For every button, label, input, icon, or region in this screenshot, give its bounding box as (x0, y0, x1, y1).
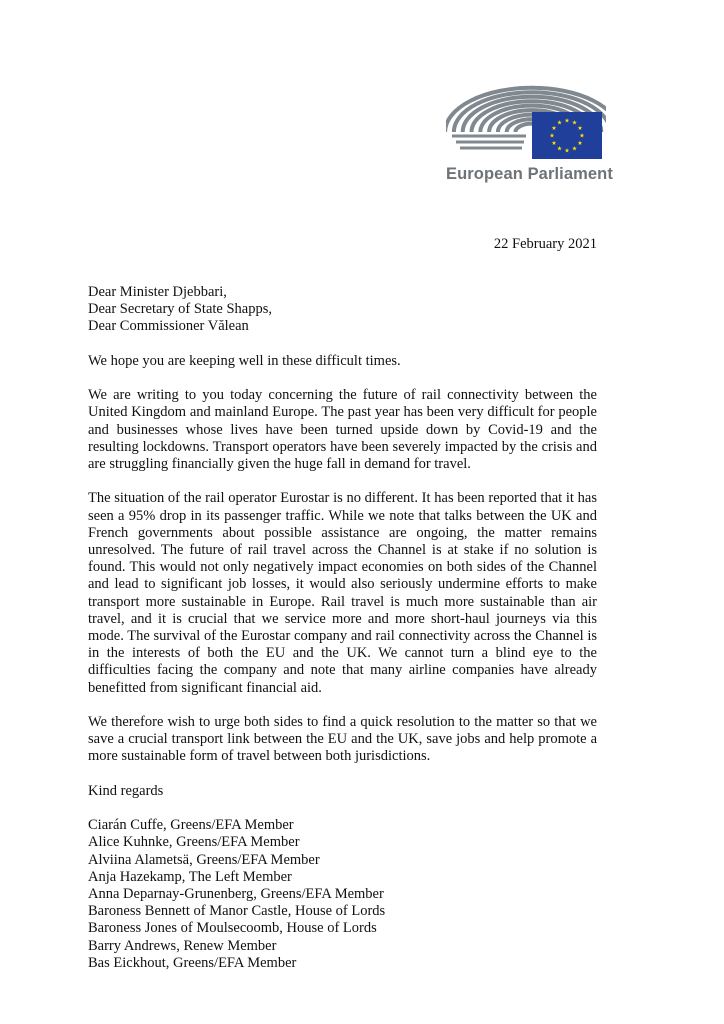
signatory-list (88, 817, 597, 972)
signatory: Anja Hazekamp, The Left Member (88, 868, 292, 885)
letter-body (88, 284, 597, 972)
signatory: Anna Deparnay-Grunenberg, Greens/EFA Member (88, 886, 384, 903)
paragraph-greeting: We hope you are keeping well in these difficult times. (88, 352, 401, 369)
closing: Kind regards (88, 782, 164, 799)
paragraph-request: We therefore wish to urge both sides to find a quick resolution to the matter so that we save a crucial transport link between the EU and the UK, save jobs and help promote a more sustainable form of travel between both jurisdictions. (88, 714, 597, 765)
salutation-line: Dear Commissioner Vălean (88, 318, 249, 335)
signatory: Alice Kuhnke, Greens/EFA Member (88, 834, 300, 851)
signatory: Baroness Jones of Moulsecoomb, House of Lords (88, 920, 377, 937)
letter-date: 22 February 2021 (493, 236, 597, 252)
signatory: Ciarán Cuffe, Greens/EFA Member (88, 817, 294, 834)
signatory: Barry Andrews, Renew Member (88, 937, 277, 954)
signatory: Bas Eickhout, Greens/EFA Member (88, 954, 297, 971)
paragraph-eurostar: The situation of the rail operator Eurostar is no different. It has been reported that it has seen a 95% drop in its passenger traffic. While we note that talks between the UK and French governments about possible assistance are ongoing, the matter remains unresolved. The future of rail travel across the Channel is at stake if no solution is found. This would not only negatively impact economies on both sides of the Channel and lead to significant job losses, it would also seriously undermine efforts to make transport more sustainable in Europe. Rail travel is much more sustainable than air travel, and it is crucial that we service more and more short-haul journeys via this mode. The survival of the Eurostar company and rail connectivity across the Channel is in the interests of both the EU and the UK. We cannot turn a blind eye to the difficulties facing the company and note that many airline companies have already benefitted from significant financial aid. (88, 490, 597, 696)
salutation-line: Dear Minister Djebbari, (88, 284, 227, 300)
signatory: Alviina Alametsä, Greens/EFA Member (88, 851, 320, 868)
salutation-line: Dear Secretary of State Shapps, (88, 301, 273, 318)
signatory: Baroness Bennett of Manor Castle, House of Lords (88, 903, 386, 920)
hemicycle-eu-flag-icon (446, 74, 606, 164)
salutation-block (88, 284, 597, 336)
logo-text: European Parliament (446, 165, 613, 183)
european-parliament-logo (446, 74, 613, 186)
paragraph-context: We are writing to you today concerning the future of rail connectivity between the United Kingdom and mainland Europe. The past year has been very difficult for people and businesses whose lives have been turned upside down by Covid-19 and the resulting lockdowns. Transport operators have been severely impacted by the crisis and are struggling financially given the huge fall in demand for travel. (88, 387, 597, 472)
